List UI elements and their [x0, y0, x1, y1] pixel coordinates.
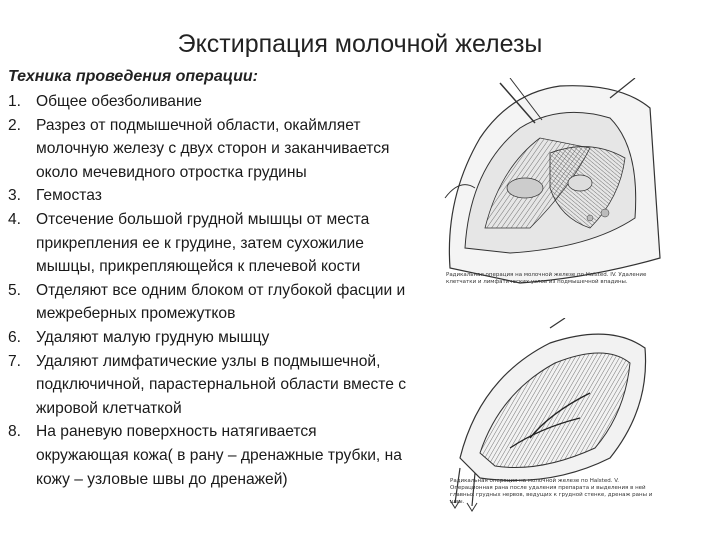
step-number: 6. [8, 328, 22, 346]
page-title: Экстирпация молочной железы [177, 30, 543, 58]
list-item [8, 90, 408, 114]
step-number: 3. [8, 187, 22, 205]
list-item [8, 420, 408, 491]
step-number: 7. [8, 352, 22, 370]
list-item [8, 114, 408, 185]
figure-caption-bottom: Радикальная операция на молочной железе по Halsted. V. Операционная рана после удаления препарата и выделения в ней главных грудных нервов, ведущих к грудной стенке, дренаж раны и швы. [450, 478, 653, 505]
list-item [8, 184, 408, 208]
step-text: На раневую поверхность натягивается окружающая кожа( в рану – дренажные трубки, на кожу – узловые швы до дренажей) [36, 423, 402, 488]
step-text: Отделяют все одним блоком от глубокой фасции и межреберных промежутков [36, 281, 406, 323]
list-item [8, 350, 408, 421]
step-text: Гемостаз [36, 187, 102, 205]
step-text: Разрез от подмышечной области, окаймляет молочную железу с двух сторон и заканчивается около мечевидного отростка грудины [36, 116, 390, 181]
step-text: Удаляют малую грудную мышцу [36, 328, 270, 346]
step-number: 4. [8, 210, 22, 228]
step-number: 8. [8, 423, 22, 441]
step-text: Удаляют лимфатические узлы в подмышечной, подключичной, парастернальной области вместе с жировой клетчаткой [36, 352, 407, 417]
step-number: 2. [8, 116, 22, 134]
subtitle: Техника проведения операции: [8, 68, 258, 85]
step-number: 5. [8, 281, 22, 299]
list-item [8, 326, 408, 350]
step-text: Общее обезболивание [36, 93, 202, 110]
step-number: 1. [8, 93, 22, 110]
list-item [8, 208, 408, 279]
list-item [8, 279, 408, 326]
step-text: Отсечение большой грудной мышцы от места прикрепления ее к грудине, затем сухожилие мышцы, прикрепляющейся к плечевой кости [36, 210, 370, 276]
steps-list [8, 90, 408, 491]
figure-caption-top: Радикальная операция на молочной железе по Halsted. IV. Удаление клетчатки и лимфатических узлов из подмышечной впадины. [446, 272, 647, 285]
surgery-illustration-axillary [440, 78, 665, 290]
